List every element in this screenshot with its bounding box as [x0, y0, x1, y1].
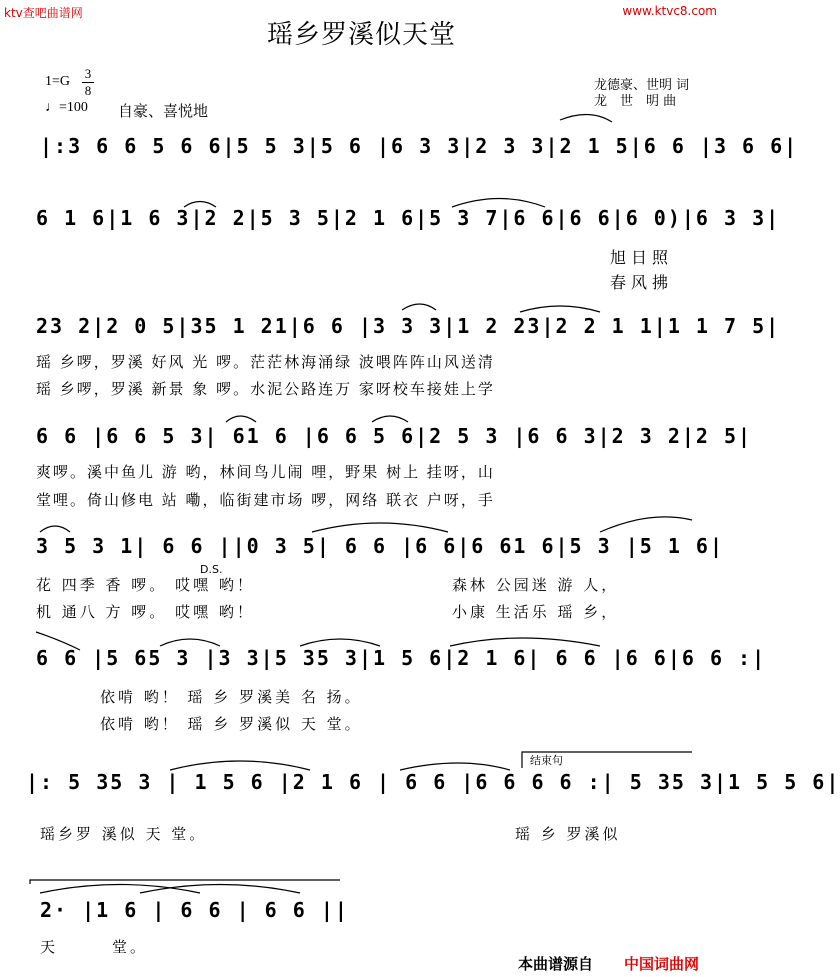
lyric-4b: 堂哩。倚山修电 站 嘞，临街建市场 啰，网络 联衣 户呀，手: [36, 491, 495, 509]
song-title: 瑶乡罗溪似天堂: [266, 20, 456, 50]
ending-bracket: [522, 752, 692, 768]
time-top: 3: [84, 66, 92, 81]
slur: [36, 632, 80, 650]
notation-line-6: 6 6 |5 65 3 |3 3|5 35 3|1 5 6|2 1 6| 6 6 |6 6|6 6 :|: [36, 646, 767, 670]
slur: [372, 416, 408, 422]
lyric-5a: 花 四季 香 啰。 哎嘿 哟！: [36, 576, 255, 594]
notation-line-1: |:3 6 6 5 6 6|5 5 3|5 6 |6 3 3|2 3 3|2 1 5|6 6 |3 6 6|: [40, 134, 799, 158]
slur: [184, 202, 216, 208]
ending-label: 结束句: [530, 754, 563, 767]
lyric-2a: 旭日照: [610, 248, 674, 267]
lyric-5d: 小康 生活乐 瑶 乡，: [452, 603, 620, 621]
lyric-6a: 依啃 哟！ 瑶 乡 罗溪美 名 扬。: [100, 688, 363, 706]
lyric-6b: 依啃 哟！ 瑶 乡 罗溪似 天 堂。: [100, 715, 363, 733]
lyric-3a: 瑶 乡啰，罗溪 好风 光 啰。茫茫林海涌绿 波喂阵阵山风送清: [36, 353, 495, 371]
slur: [312, 523, 448, 532]
slur: [520, 306, 600, 312]
lyric-5c: 森林 公园迷 游 人，: [452, 576, 620, 594]
notation-line-3: 23 2|2 0 5|35 1 21|6 6 |3 3 3|1 2 23|2 2 1 1|1 1 7 5|: [36, 314, 781, 338]
slur: [600, 517, 692, 532]
slur: [226, 416, 256, 422]
slur: [560, 114, 612, 122]
slur: [450, 638, 600, 646]
lyricist-credit: 龙德豪、世明 词: [594, 78, 690, 93]
ending-bracket: [30, 880, 340, 884]
site-right-link[interactable]: www.ktvc8.com: [622, 4, 717, 18]
lyric-7a: 瑶乡罗 溪似 天 堂。: [40, 825, 208, 843]
slur: [402, 304, 436, 310]
lyric-5b: 机 通八 方 啰。 哎嘿 哟！: [36, 603, 255, 621]
composer-credit: 龙 世 明 曲: [594, 94, 677, 109]
footer-site-link[interactable]: 中国词曲网: [624, 955, 700, 973]
ds-marking: D.S.: [200, 563, 223, 576]
notation-line-2: 6 1 6|1 6 3|2 2|5 3 5|2 1 6|5 3 7|6 6|6 6|6 0)|6 3 3|: [36, 206, 781, 230]
slur: [400, 763, 510, 770]
key-signature: 1=G: [45, 74, 71, 89]
notation-line-8: 2· |1 6 | 6 6 | 6 6 ||: [40, 898, 349, 922]
expression-marking: 自豪、喜悦地: [118, 102, 209, 120]
slur: [140, 885, 300, 894]
notation-line-5: 3 5 3 1| 6 6 ||0 3 5| 6 6 |6 6|6 61 6|5 3 |5 1 6|: [36, 534, 725, 558]
lyric-8a: 天 堂。: [40, 938, 149, 956]
slur: [40, 885, 200, 894]
slur: [160, 639, 220, 646]
lyric-7b: 瑶 乡 罗溪似: [515, 825, 621, 843]
tempo-marking: ♩=100: [45, 100, 88, 115]
lyric-3b: 瑶 乡啰，罗溪 新景 象 啰。水泥公路连万 家呀校车接娃上学: [36, 380, 495, 398]
footer-source-label: 本曲谱源自: [518, 955, 594, 973]
slur: [452, 199, 545, 208]
site-left-link[interactable]: ktv查吧曲谱网: [4, 6, 83, 20]
slur: [300, 639, 380, 646]
lyric-4a: 爽啰。溪中鱼儿 游 哟，林间鸟儿闹 哩，野果 树上 挂呀，山: [36, 463, 495, 481]
lyric-2b: 春风拂: [610, 273, 674, 292]
notation-line-4: 6 6 |6 6 5 3| 61 6 |6 6 5 6|2 5 3 |6 6 3|2 3 2|2 5|: [36, 424, 753, 448]
notation-line-7: |: 5 35 3 | 1 5 6 |2 1 6 | 6 6 |6 6 6 6 :| 5 35 3|1 5 5 6|: [26, 770, 840, 794]
time-bottom: 8: [82, 82, 94, 99]
slur: [40, 526, 70, 532]
slur: [170, 761, 310, 770]
